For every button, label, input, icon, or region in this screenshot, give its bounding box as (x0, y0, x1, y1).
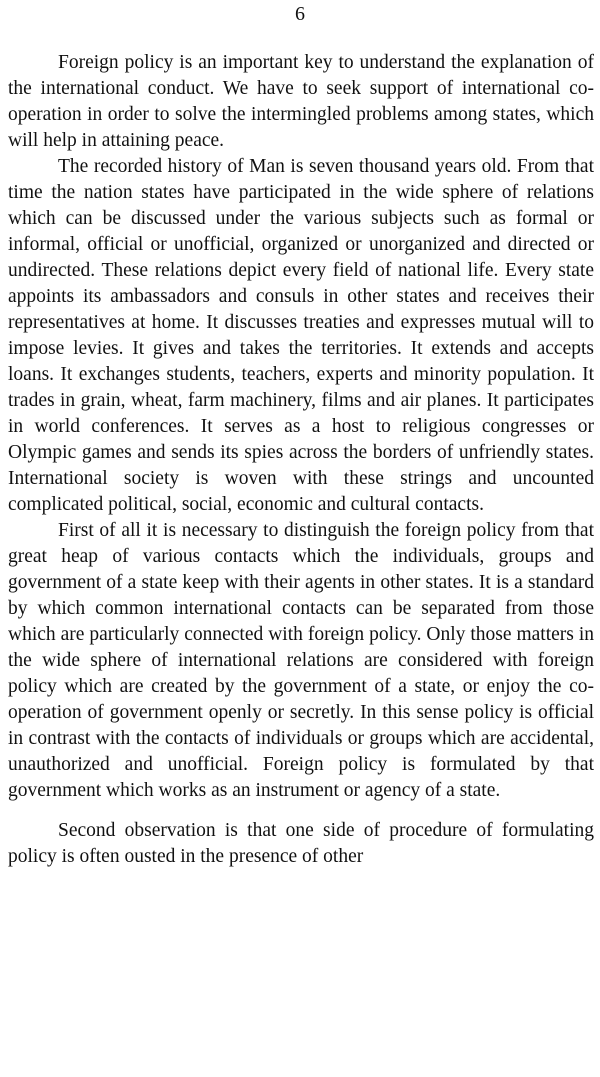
paragraph-foreign-policy-key: Foreign policy is an important key to understand the explanation of the international conduct. We have to seek support of international co-operation in order to solve the intermingled problems among states, which will help in attaining peace. (8, 52, 594, 151)
paragraph-recorded-history: The recorded history of Man is seven thousand years old. From that time the nation states have participated in the wide sphere of relations which can be discussed under the various subjects such as formal or informal, official or unofficial, organized or unorganized and directed or undirected. These relations depict every field of national life. Every state appoints its ambassadors and consuls in other states and receives their representatives at home. It discusses treaties and expresses mutual will to impose levies. It gives and takes the territories. It extends and accepts loans. It exchanges students, teachers, experts and minority population. It trades in grain, wheat, farm machinery, films and air planes. It participates in world conferences. It serves as a host to religious congresses or Olympic games and sends its spies across the borders of unfriendly states. International society is woven with these strings and uncounted complicated political, social, economic and cultural contacts. (8, 156, 594, 515)
paragraph-distinguish-foreign-policy: First of all it is necessary to distinguish the foreign policy from that great heap of various contacts which the individuals, groups and government of a state keep with their agents in other states. It is a standard by which common international contacts can be separated from those which are particularly connected with foreign policy. Only those matters in the wide sphere of international relations are considered with foreign policy which are created by the government of a state, or enjoy the co-operation of government openly or secretly. In this sense policy is official in contrast with the contacts of individuals or groups which are accidental, unauthorized and unofficial. Foreign policy is formulated by that government which works as an instrument or agency of a state. (8, 520, 594, 801)
paragraph-second-observation: Second observation is that one side of procedure of formulating policy is often ousted in the presence of other (8, 820, 594, 867)
body-text (8, 50, 594, 870)
page-number: 6 (295, 3, 305, 25)
